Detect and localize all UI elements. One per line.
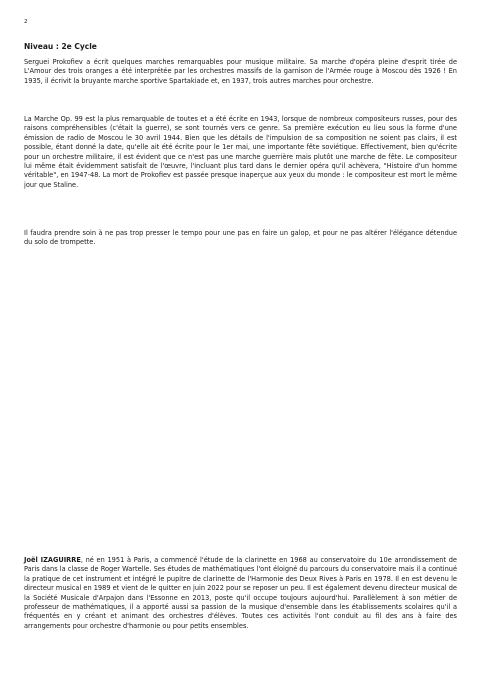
author-name: Joël IZAGUIRRE — [24, 556, 81, 564]
paragraph-intro: Serguei Prokofiev a écrit quelques marches remarquables pour musique militaire. Sa marche d'opéra pleine d'esprit tirée de L'Amour des trois oranges a été interprétée par les orchestres massifs de la garnison de l'Armée rouge à Moscou dès 1926 ! En 1935, il écrivit la bruyante marche sportive Spartakiade et, en 1937, trois autres marches pour orchestre. — [24, 58, 457, 85]
paragraph-performance-advice: Il faudra prendre soin à ne pas trop presser le tempo pour une pas en faire un galop, et pour ne pas altérer l'élégance détendue du solo de trompette. — [24, 229, 457, 247]
level-heading: Niveau : 2e Cycle — [24, 42, 97, 51]
paragraph-march-history: La Marche Op. 99 est la plus remarquable de toutes et a été écrite en 1943, lorsque de nombreux compositeurs russes, pour des raisons compréhensibles (c'était la guerre), se sont tournés vers ce genre. Sa première exécution eu lieu sous la forme d'une émission de radio de Moscou le 30 avril 1944. Bien que les détails de l'impulsion de sa composition ne soient pas clairs, il est possible, étant donné la date, qu'elle ait été écrite pour le 1er mai, une importante fête soviétique. Effectivement, bien qu'écrite pour un orchestre militaire, il est évident que ce n'est pas une marche guerrière mais plutôt une marche de fête. Le compositeur lui même était évidemment satisfait de l'œuvre, l'incluant plus tard dans le dernier opéra qu'il achèvera, "Histoire d'un homme véritable", en 1947-48. La mort de Prokofiev est passée presque inaperçue aux yeux du monde : le compositeur est mort le même jour que Staline. — [24, 115, 457, 189]
author-bio — [24, 556, 457, 631]
page-number: 2 — [24, 19, 28, 25]
author-bio-text: , né en 1951 à Paris, a commencé l'étude de la clarinette en 1968 au conservatoire du 10e arrondissement de Paris dans la classe de Roger Wartelle. Ses études de mathématiques l'ont éloigné du parcours du conservatoire mais il a continué la pratique de cet instrument et intégré le pupitre de clarinette de l'Harmonie des Deux Rives à Paris en 1978. Il en est devenu le directeur musical en 1989 et vient de le quitter en juin 2022 pour se reposer un peu. Il est également devenu directeur musical de la Société Musicale d'Arpajon dans l'Essonne en 2013, poste qu'il occupe toujours aujourd'hui. Parallèlement à son métier de professeur de mathématiques, il a apporté aussi sa passion de la musique d'ensemble dans les établissements scolaires qu'il a fréquentés en y créant et animant des orchestres d'élèves. Toutes ces activités l'ont conduit au fil des ans à faire des arrangements pour orchestre d'harmonie ou pour petits ensembles. — [24, 556, 457, 630]
